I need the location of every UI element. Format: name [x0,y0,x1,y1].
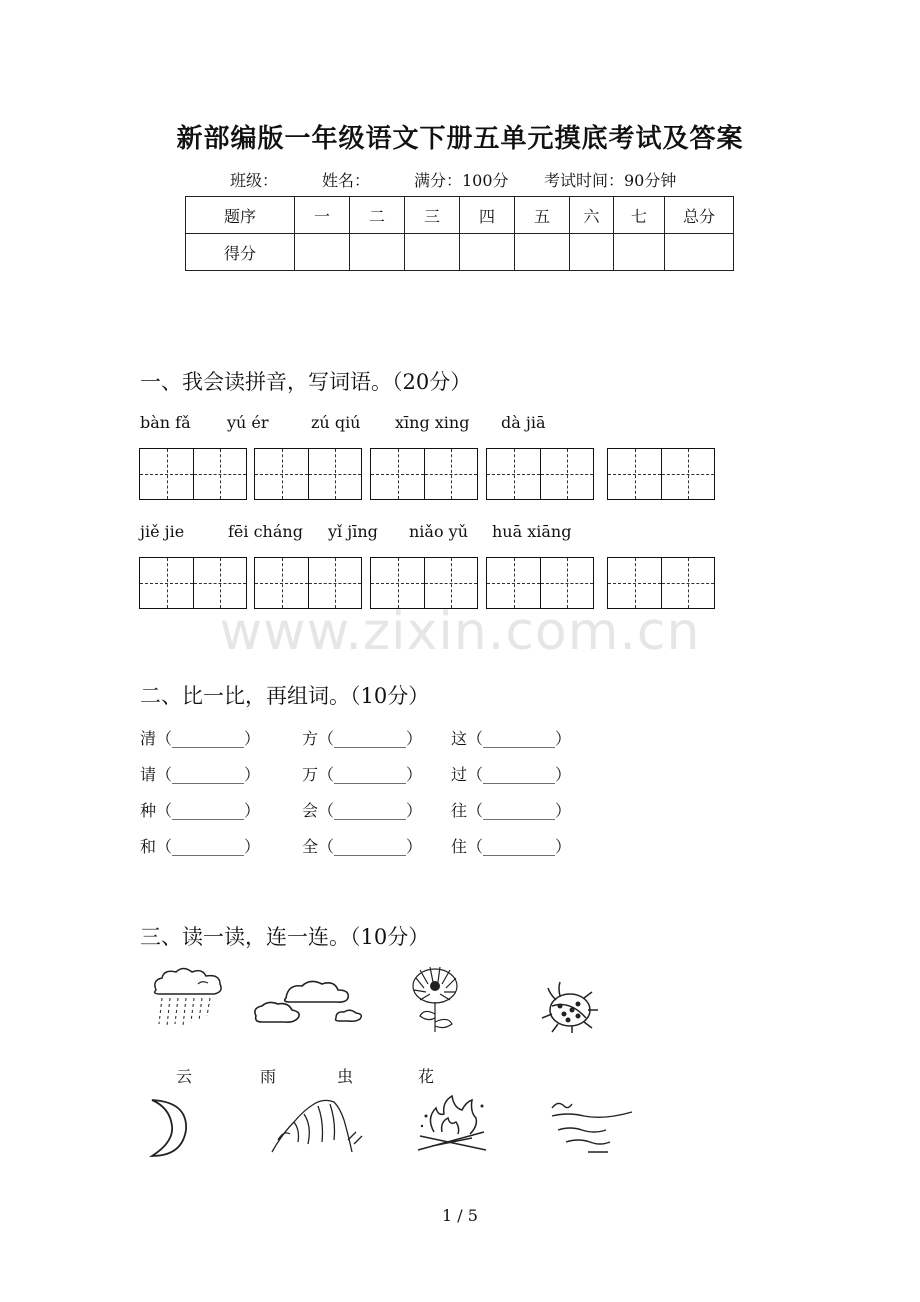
writing-grid[interactable] [370,448,478,500]
score-cell[interactable] [295,234,350,271]
exam-info [230,168,676,191]
pinyin-label: xīng xing [395,413,470,432]
score-table-header-row [186,197,734,234]
word-blank[interactable]: 全（_________） [302,837,423,856]
word-blank[interactable]: 方（_________） [302,729,423,748]
crescent-moon-icon[interactable] [144,1096,194,1160]
word-blank[interactable]: 会（_________） [302,801,423,820]
class-label: 班级： [230,171,279,190]
score-cell[interactable] [405,234,460,271]
name-label: 姓名： [322,171,371,190]
word-blank[interactable]: 这（_________） [451,729,572,748]
word-blank[interactable]: 清（_________） [140,729,261,748]
header-cell: 总分 [665,197,734,234]
match-label-bug[interactable]: 虫 [337,1067,354,1086]
water-icon[interactable] [548,1096,636,1158]
section3-heading: 三、读一读，连一连。（10分） [140,925,430,949]
pinyin-label: yǐ jīng [328,522,378,541]
writing-grid[interactable] [607,448,715,500]
pinyin-label: dà jiā [501,413,546,432]
pinyin-label: niǎo yǔ [409,522,469,541]
clouds-icon[interactable] [250,978,366,1026]
watermark: www.zixin.com.cn [219,602,701,662]
header-cell: 二 [350,197,405,234]
word-blank[interactable]: 种（_________） [140,801,261,820]
score-cell[interactable] [460,234,515,271]
score-cell[interactable] [570,234,614,271]
mountain-icon[interactable] [268,1094,366,1156]
pinyin-label: yú ér [227,413,269,432]
pinyin-label: jiě jie [140,522,185,541]
word-blank[interactable]: 和（_________） [140,837,261,856]
match-label-cloud[interactable]: 云 [176,1067,193,1086]
word-blank[interactable]: 住（_________） [451,837,572,856]
pinyin-label: fēi cháng [228,522,303,541]
score-table-score-row [186,234,734,271]
pinyin-label: bàn fǎ [140,413,191,432]
header-cell: 一 [295,197,350,234]
chrysanthemum-icon[interactable] [404,964,466,1034]
full-score: 满分：100分 [414,171,509,190]
header-cell: 七 [614,197,665,234]
word-blank[interactable]: 请（_________） [140,765,261,784]
rain-cloud-icon[interactable] [150,966,226,1028]
page-number: 1 / 5 [442,1206,478,1225]
word-blank[interactable]: 万（_________） [302,765,423,784]
match-label-flower[interactable]: 花 [418,1067,435,1086]
score-cell[interactable] [665,234,734,271]
writing-grid[interactable] [254,448,362,500]
exam-time: 考试时间：90分钟 [544,171,677,190]
pinyin-label: huā xiāng [492,522,572,541]
ladybug-icon[interactable] [538,978,600,1034]
row-label: 得分 [186,234,295,271]
header-cell: 四 [460,197,515,234]
section2-heading: 二、比一比，再组词。（10分） [140,684,430,708]
score-cell[interactable] [515,234,570,271]
word-blank[interactable]: 过（_________） [451,765,572,784]
header-cell: 五 [515,197,570,234]
header-cell: 题序 [186,197,295,234]
writing-grid[interactable] [486,448,594,500]
score-cell[interactable] [614,234,665,271]
page-title: 新部编版一年级语文下册五单元摸底考试及答案 [176,124,744,154]
header-cell: 六 [570,197,614,234]
pinyin-label: zú qiú [311,413,361,432]
fire-icon[interactable] [412,1092,492,1154]
word-blank[interactable]: 往（_________） [451,801,572,820]
section1-heading: 一、我会读拼音，写词语。（20分） [140,370,472,394]
header-cell: 三 [405,197,460,234]
writing-grid[interactable] [139,448,247,500]
score-table [185,196,734,271]
match-label-rain[interactable]: 雨 [260,1067,277,1086]
score-cell[interactable] [350,234,405,271]
